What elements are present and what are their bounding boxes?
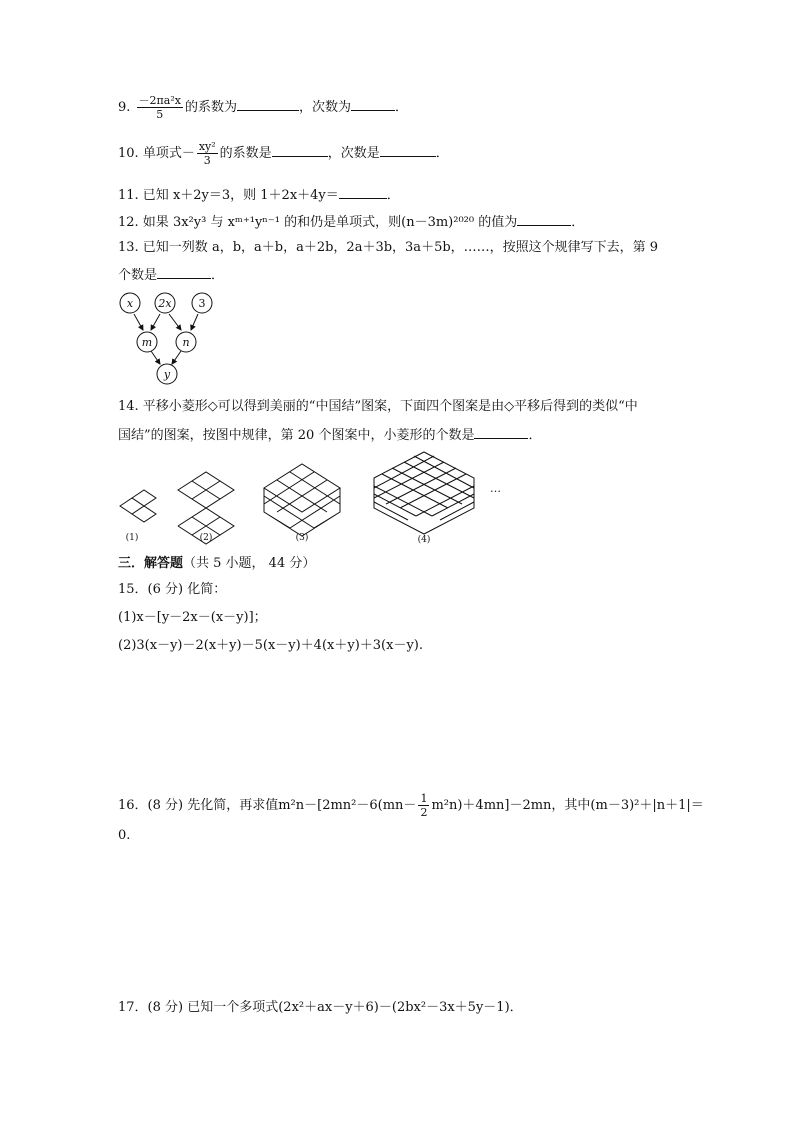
question-14-line-2 bbox=[118, 426, 541, 444]
pattern-3 bbox=[264, 464, 340, 536]
answer-blank[interactable] bbox=[380, 144, 436, 157]
figure-label: (4) bbox=[417, 535, 431, 545]
figure-label: (1) bbox=[125, 533, 139, 543]
fraction bbox=[197, 140, 218, 167]
arrow bbox=[191, 314, 198, 330]
node-label: m bbox=[141, 336, 153, 349]
rhombus-pattern-figure bbox=[112, 448, 532, 548]
fraction-numerator: 1 bbox=[420, 792, 428, 805]
answer-blank[interactable] bbox=[474, 426, 528, 439]
answer-blank[interactable] bbox=[517, 213, 571, 226]
question-10 bbox=[118, 140, 449, 167]
ellipsis: … bbox=[490, 482, 501, 495]
node-label: 3 bbox=[198, 297, 206, 310]
arrow bbox=[151, 351, 160, 364]
question-9 bbox=[118, 94, 408, 121]
period: ． bbox=[386, 188, 400, 203]
period: ． bbox=[528, 428, 542, 443]
arrow bbox=[134, 314, 143, 330]
question-text: 单项式－ bbox=[142, 146, 195, 161]
period: ． bbox=[571, 215, 585, 230]
node-label: x bbox=[126, 297, 134, 310]
answer-blank[interactable] bbox=[339, 186, 387, 199]
question-number: 10. bbox=[118, 146, 139, 161]
pattern-1 bbox=[120, 490, 156, 522]
node-label: y bbox=[163, 368, 171, 381]
question-text: 15．(6 分) 化简： bbox=[118, 582, 227, 597]
question-text: ，次数为 bbox=[298, 100, 351, 115]
section-note: （共 5 小题， 44 分） bbox=[183, 556, 316, 571]
node-label: 2x bbox=[158, 297, 172, 310]
question-text: m²n)＋4mn]－2mn，其中(m－3)²＋|n＋1|＝ bbox=[431, 798, 704, 813]
period: ． bbox=[435, 146, 449, 161]
question-13-line-1 bbox=[118, 240, 658, 256]
question-16-line-1 bbox=[118, 792, 704, 819]
node-label: n bbox=[182, 336, 190, 349]
fraction bbox=[418, 792, 429, 819]
question-text: 的系数是 bbox=[219, 146, 272, 161]
question-17 bbox=[118, 1000, 523, 1016]
question-text: 14. 平移小菱形◇可以得到美丽的“中国结”图案，下面四个图案是由◇平移后得到的类似“中 bbox=[118, 399, 638, 414]
answer-blank[interactable] bbox=[157, 266, 211, 279]
question-text: 0. bbox=[118, 828, 131, 843]
question-text: 的系数为 bbox=[184, 100, 237, 115]
question-14-line-1 bbox=[118, 399, 638, 415]
question-text: 16．(8 分) 先化简，再求值m²n－[2mn²－6(mn－ bbox=[118, 798, 417, 813]
question-text: 11. 已知 x＋2y＝3，则 1＋2x＋4y＝ bbox=[118, 188, 339, 203]
fraction-numerator: xy² bbox=[198, 140, 216, 153]
answer-blank[interactable] bbox=[351, 98, 395, 111]
period: ． bbox=[211, 268, 225, 283]
answer-blank[interactable] bbox=[237, 98, 299, 111]
question-text: (2)3(x－y)－2(x＋y)－5(x－y)＋4(x＋y)＋3(x－y). bbox=[118, 638, 423, 653]
question-number: 9. bbox=[118, 100, 131, 115]
question-text: 12. 如果 3x²y³ 与 xᵐ⁺¹yⁿ⁻¹ 的和仍是单项式，则(n－3m)²⁰²⁰ 的值为 bbox=[118, 215, 518, 230]
fraction-denominator: 3 bbox=[203, 154, 211, 167]
arrow bbox=[169, 314, 181, 330]
question-11 bbox=[118, 186, 400, 204]
question-text: 个数是 bbox=[118, 268, 158, 283]
section-3-header bbox=[118, 556, 315, 572]
fraction-denominator: 2 bbox=[420, 806, 428, 819]
question-15-part-1 bbox=[118, 610, 267, 626]
question-text: (1)x－[y－2x－(x－y)]； bbox=[118, 610, 267, 625]
question-text: ，次数是 bbox=[327, 146, 380, 161]
fraction bbox=[137, 94, 183, 121]
figure-label: (3) bbox=[295, 533, 309, 543]
operation-tree-diagram bbox=[112, 288, 222, 388]
answer-blank[interactable] bbox=[272, 144, 328, 157]
question-15-head bbox=[118, 582, 226, 598]
arrow bbox=[151, 314, 160, 330]
question-text: 13. 已知一列数 a，b，a＋b，a＋2b，2a＋3b，3a＋5b，……，按照这个规律写下去，第 9 bbox=[118, 240, 659, 255]
figure-label: (2) bbox=[199, 533, 213, 543]
question-text: 17．(8 分) 已知一个多项式(2x²＋ax－y＋6)－(2bx²－3x＋5y－1)． bbox=[118, 1000, 523, 1015]
question-12 bbox=[118, 213, 584, 231]
fraction-numerator: －2πa²x bbox=[138, 94, 181, 107]
question-15-part-2 bbox=[118, 638, 423, 654]
question-13-line-2 bbox=[118, 266, 224, 284]
pattern-4 bbox=[374, 452, 474, 534]
section-title: 三．解答题 bbox=[118, 556, 184, 571]
period: ． bbox=[394, 100, 408, 115]
arrow bbox=[172, 351, 181, 364]
question-16-line-2 bbox=[118, 828, 130, 844]
fraction-denominator: 5 bbox=[156, 108, 164, 121]
question-text: 国结”的图案，按图中规律，第 20 个图案中，小菱形的个数是 bbox=[118, 428, 475, 443]
